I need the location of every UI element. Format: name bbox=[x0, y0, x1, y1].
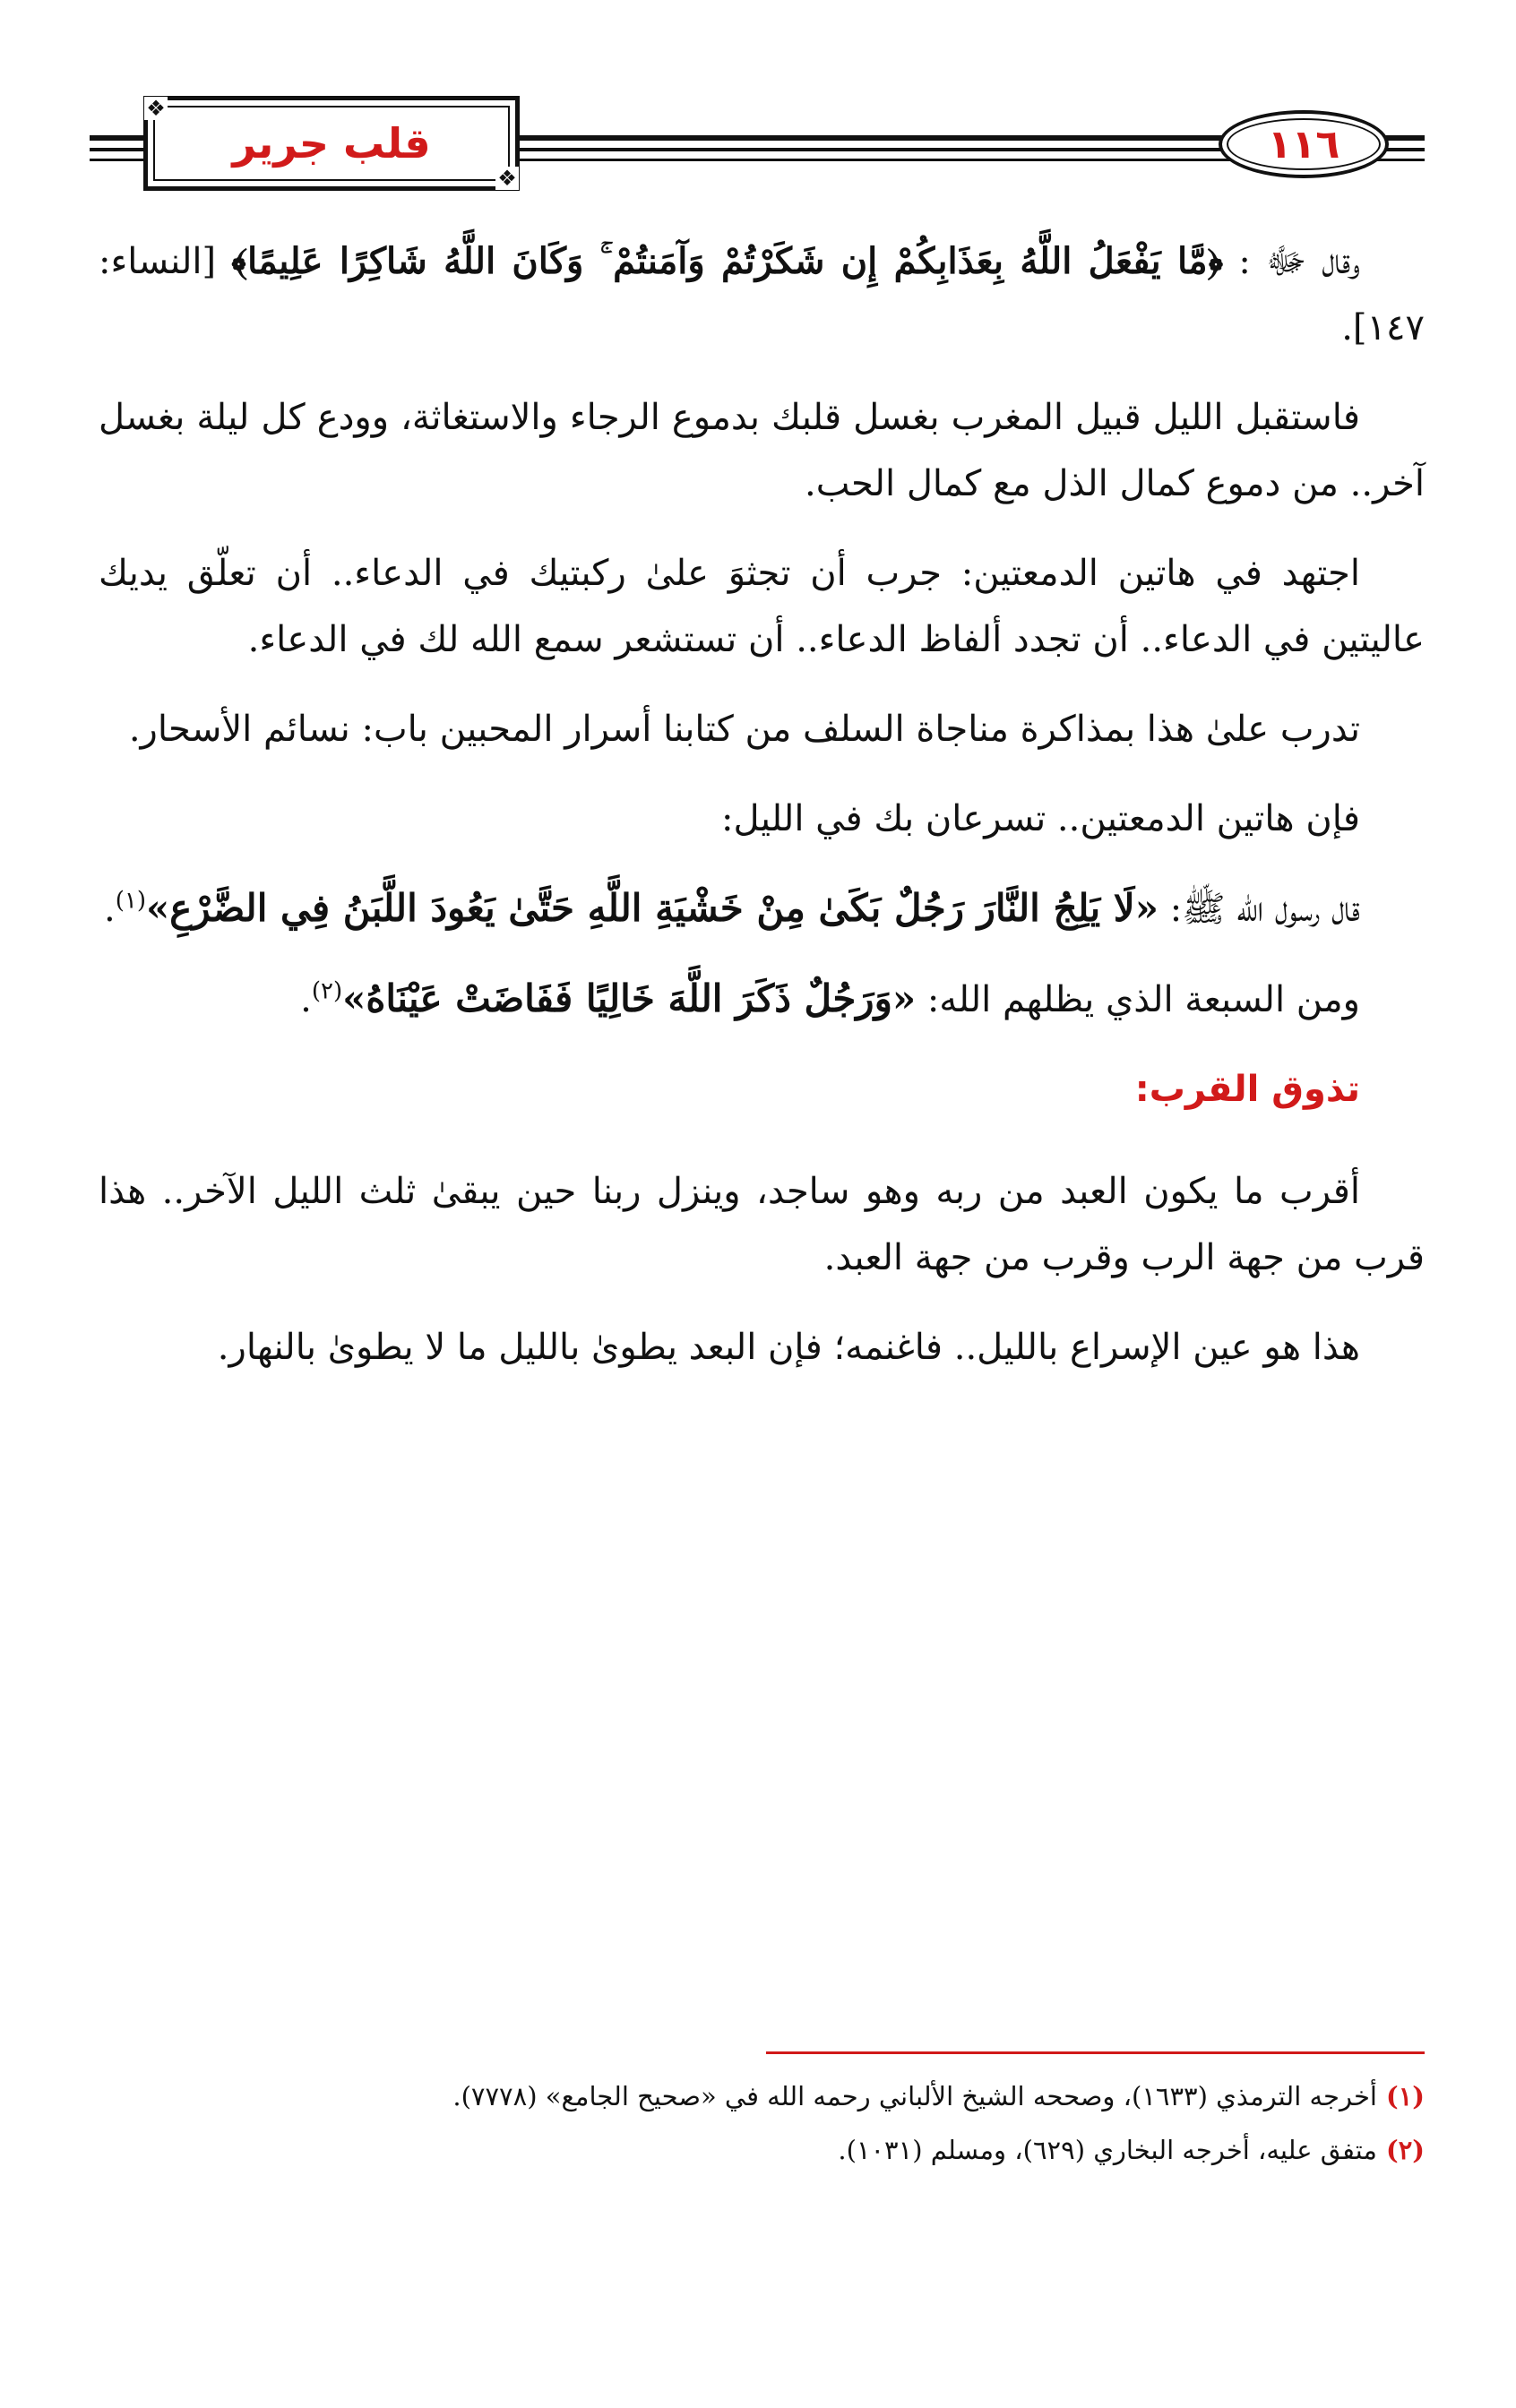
hadith-intro: ومن السبعة الذي يظلهم الله: bbox=[916, 979, 1360, 1020]
footnote-item bbox=[99, 2123, 1425, 2177]
footnote-text: أخرجه الترمذي (١٦٣٣)، وصححه الشيخ الألباني رحمه الله في «صحيح الجامع» (٧٧٧٨). bbox=[452, 2081, 1377, 2111]
footnote-ref: (٢) bbox=[311, 977, 343, 1005]
page-header bbox=[90, 85, 1425, 202]
paragraph: اجتهد في هاتين الدمعتين: جرب أن تجثوَ علىٰ ركبتيك في الدعاء.. أن تعلّق يديك عاليتين في الدعاء.. أن تجدد ألفاظ الدعاء.. أن تستشعر سمع الله لك في الدعاء. bbox=[99, 553, 1425, 660]
page-body bbox=[99, 228, 1425, 1404]
footnote-divider bbox=[766, 2051, 1425, 2054]
sentence-end: . bbox=[300, 979, 312, 1020]
book-title-frame bbox=[143, 96, 520, 191]
section-heading: تذوق القرب: bbox=[1134, 1069, 1360, 1110]
verse-reference: [النساء: ١٤٧]. bbox=[99, 241, 1425, 348]
page-number-frame bbox=[1219, 110, 1389, 178]
sentence-end: . bbox=[104, 889, 116, 930]
footnotes bbox=[99, 2069, 1425, 2177]
hadith-intro: قال رسول الله ﷺ: bbox=[1159, 889, 1360, 930]
paragraph-verse bbox=[99, 228, 1425, 361]
page-number: ١١٦ bbox=[1267, 121, 1340, 168]
footnote-ref: (١) bbox=[115, 887, 147, 915]
paragraph: أقرب ما يكون العبد من ربه وهو ساجد، وينزل ربنا حين يبقىٰ ثلث الليل الآخر.. هذا قرب من جهة الرب وقرب من جهة العبد. bbox=[99, 1171, 1425, 1278]
paragraph: تدرب علىٰ هذا بمذاكرة مناجاة السلف من كتابنا أسرار المحبين باب: نسائم الأسحار. bbox=[128, 709, 1360, 750]
hadith-text: «لَا يَلِجُ النَّارَ رَجُلٌ بَكَىٰ مِنْ خَشْيَةِ اللَّهِ حَتَّىٰ يَعُودَ اللَّبَنُ فِي الضَّرْعِ» bbox=[146, 886, 1159, 930]
footnote-item bbox=[99, 2069, 1425, 2123]
paragraph: فإن هاتين الدمعتين.. تسرعان بك في الليل: bbox=[721, 798, 1360, 839]
ornament-icon: ❖ bbox=[495, 167, 519, 190]
paragraph-hadith bbox=[99, 966, 1425, 1033]
footnote-number: (١) bbox=[1385, 2081, 1425, 2111]
quran-verse: ﴿مَّا يَفْعَلُ اللَّهُ بِعَذَابِكُمْ إِن شَكَرْتُمْ وَآمَنتُمْ ۚ وَكَانَ اللَّهُ شَاكِرًا عَلِيمًا﴾ bbox=[231, 240, 1224, 282]
verse-intro: وقال ﷻ : bbox=[1223, 241, 1360, 282]
paragraph: فاستقبل الليل قبيل المغرب بغسل قلبك بدموع الرجاء والاستغاثة، وودع كل ليلة بغسل آخر.. من دموع كمال الذل مع كمال الحب. bbox=[99, 397, 1425, 504]
paragraph: هذا هو عين الإسراع بالليل.. فاغنمه؛ فإن البعد يطوىٰ بالليل ما لا يطوىٰ بالنهار. bbox=[217, 1327, 1360, 1368]
hadith-text: «وَرَجُلٌ ذَكَرَ اللَّهَ خَالِيًا فَفَاضَتْ عَيْنَاهُ» bbox=[342, 976, 917, 1020]
paragraph-hadith bbox=[99, 875, 1425, 942]
footnote-text: متفق عليه، أخرجه البخاري (٦٢٩)، ومسلم (١٠٣١). bbox=[838, 2135, 1377, 2165]
ornament-icon: ❖ bbox=[144, 97, 168, 120]
book-title: قلب جرير bbox=[232, 119, 431, 168]
footnote-number: (٢) bbox=[1385, 2135, 1425, 2165]
